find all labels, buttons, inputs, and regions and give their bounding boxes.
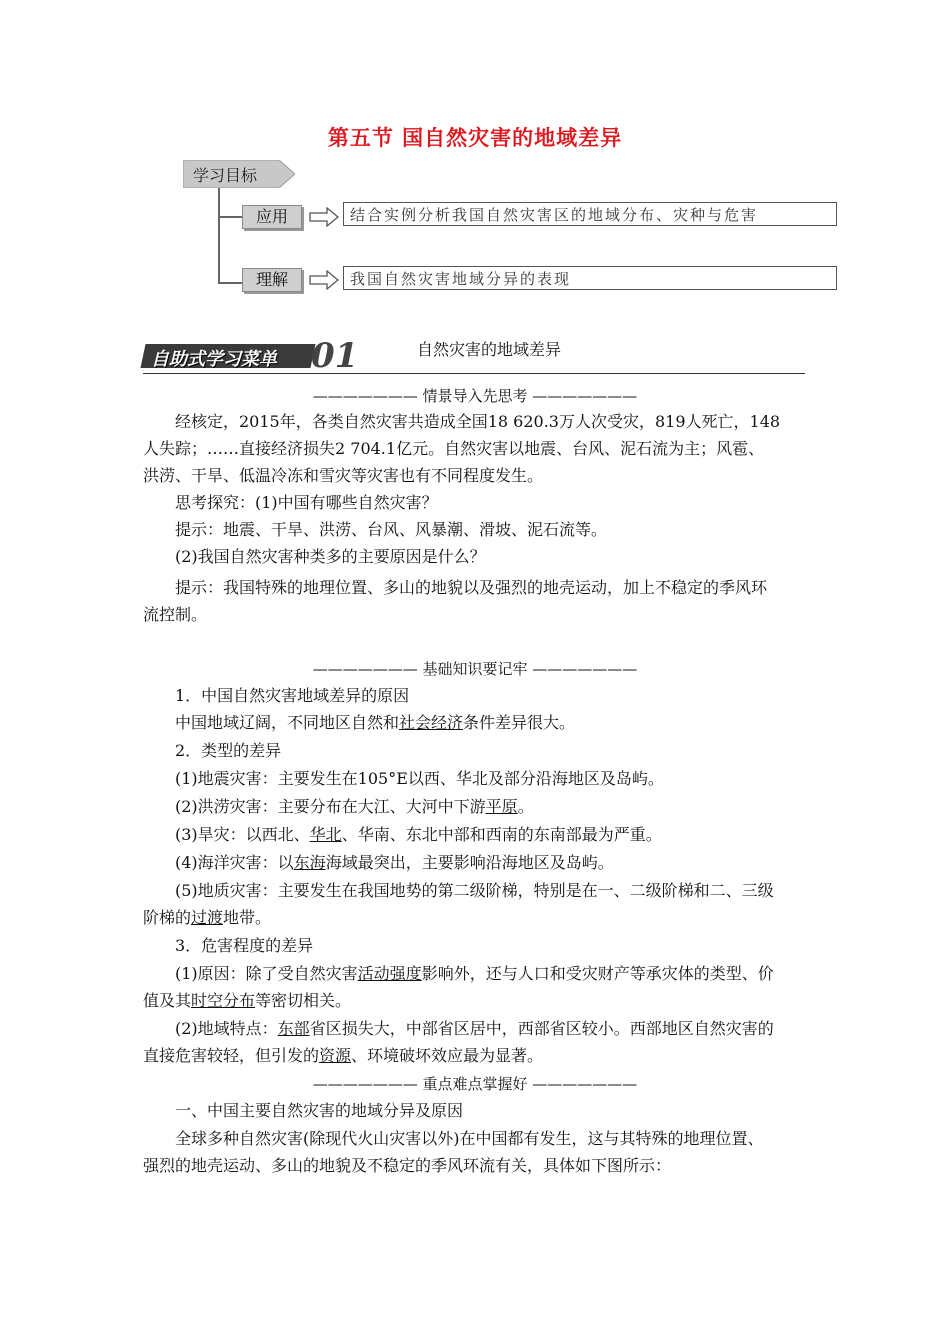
underlined-term: 时空分布 — [191, 991, 256, 1010]
paragraph-line: 流控制。 — [143, 605, 208, 624]
section-title: 自然灾害的地域差异 — [417, 340, 562, 359]
paragraph-line: 人失踪；……直接经济损失2 704.1亿元。自然灾害以地震、台风、泥石流为主；风雹、 — [143, 439, 765, 458]
tree-line — [218, 188, 220, 284]
divider-intro: ——————— 情景导入先思考 ——————— — [312, 387, 638, 405]
text-span: (1)原因：除了受自然灾害 — [175, 964, 358, 983]
paragraph-line: 提示：地震、干旱、洪涝、台风、风暴潮、滑坡、泥石流等。 — [175, 520, 608, 539]
learning-goals-label: 学习目标 — [193, 166, 258, 185]
paragraph-line: 提示：我国特殊的地理位置、多山的地貌以及强烈的地壳运动，加上不稳定的季风环 — [175, 578, 768, 597]
text-span: 等密切相关。 — [255, 991, 352, 1010]
tree-branch — [218, 282, 242, 284]
underlined-term: 东海 — [293, 853, 326, 872]
arrow-right-icon — [309, 270, 339, 290]
underlined-term: 社会经济 — [399, 713, 464, 732]
underlined-term: 资源 — [319, 1046, 352, 1065]
paragraph-line — [143, 1017, 839, 1041]
underlined-term: 过渡 — [191, 908, 224, 927]
text-span: 影响外，还与人口和受灾财产等承灾体的类型、价 — [421, 964, 774, 983]
paragraph-line — [143, 906, 807, 930]
text-span: 、华南、东北中部和西南的东南部最为严重。 — [341, 825, 662, 844]
paragraph-line — [143, 851, 839, 875]
heading-line: 一、中国主要自然灾害的地域分异及原因 — [175, 1101, 464, 1120]
underlined-term: 东部 — [277, 1019, 310, 1038]
text-span: 直接危害较轻，但引发的 — [143, 1046, 320, 1065]
heading-line: 2．类型的差异 — [175, 741, 282, 760]
text-span: 值及其 — [143, 991, 192, 1010]
text-span: 条件差异很大。 — [463, 713, 576, 732]
goal-label-apply: 应用 — [242, 205, 302, 229]
paragraph-line — [143, 1044, 807, 1068]
text-span: 阶梯的 — [143, 908, 192, 927]
underlined-term: 活动强度 — [357, 964, 422, 983]
text-span: (2)地域特点： — [175, 1019, 278, 1038]
paragraph-line: 强烈的地壳运动、多山的地貌及不稳定的季风环流有关，具体如下图所示： — [143, 1156, 672, 1175]
heading-line: 3．危害程度的差异 — [175, 936, 314, 955]
banner-number: 01 — [311, 336, 359, 376]
text-span: 地带。 — [223, 908, 272, 927]
page-title: 第五节 国自然灾害的地域差异 — [327, 126, 623, 150]
text-span: 中国地域辽阔，不同地区自然和 — [175, 713, 400, 732]
paragraph-line — [143, 962, 839, 986]
paragraph-line — [143, 795, 839, 819]
paragraph-line: (1)地震灾害：主要发生在105°E以西、华北及部分沿海地区及岛屿。 — [175, 769, 664, 788]
paragraph-line — [143, 711, 839, 735]
tree-branch — [218, 216, 242, 218]
underlined-term: 华北 — [309, 825, 342, 844]
goal-label-understand: 理解 — [242, 268, 302, 292]
text-span: 海域最突出，主要影响沿海地区及岛屿。 — [325, 853, 614, 872]
paragraph-line — [143, 989, 807, 1013]
paragraph-line: 洪涝、干旱、低温冷冻和雪灾等灾害也有不同程度发生。 — [143, 466, 544, 485]
section-rule — [143, 373, 805, 374]
text-span: (3)旱灾：以西北、 — [175, 825, 310, 844]
learning-goals-tag — [183, 160, 295, 188]
banner-text: 自助式学习菜单 — [151, 349, 277, 370]
section-banner — [143, 336, 359, 376]
underlined-term: 平原 — [485, 797, 518, 816]
paragraph-line: 经核定，2015年，各类自然灾害共造成全国18 620.3万人次受灾，819人死亡，148 — [175, 412, 781, 431]
paragraph-line: 思考探究：(1)中国有哪些自然灾害？ — [175, 493, 438, 512]
text-span: (4)海洋灾害：以 — [175, 853, 294, 872]
heading-line: 1．中国自然灾害地域差异的原因 — [175, 686, 410, 705]
paragraph-line: (5)地质灾害：主要发生在我国地势的第二级阶梯，特别是在一、二级阶梯和二、三级 — [175, 881, 774, 900]
paragraph-line: 全球多种自然灾害(除现代火山灾害以外)在中国都有发生，这与其特殊的地理位置、 — [175, 1129, 764, 1148]
paragraph-line — [143, 823, 839, 847]
divider-key: ——————— 重点难点掌握好 ——————— — [312, 1075, 638, 1093]
divider-basics: ——————— 基础知识要记牢 ——————— — [312, 660, 638, 678]
goal-text-understand: 我国自然灾害地域分异的表现 — [343, 266, 837, 290]
text-span: 。 — [517, 797, 534, 816]
paragraph-line: (2)我国自然灾害种类多的主要原因是什么？ — [175, 547, 486, 566]
text-span: (2)洪涝灾害：主要分布在大江、大河中下游 — [175, 797, 486, 816]
text-span: 、环境破坏效应最为显著。 — [351, 1046, 544, 1065]
text-span: 省区损失大，中部省区居中，西部省区较小。西部地区自然灾害的 — [309, 1019, 774, 1038]
goal-text-apply: 结合实例分析我国自然灾害区的地域分布、灾种与危害 — [343, 202, 837, 226]
arrow-right-icon — [309, 207, 339, 227]
